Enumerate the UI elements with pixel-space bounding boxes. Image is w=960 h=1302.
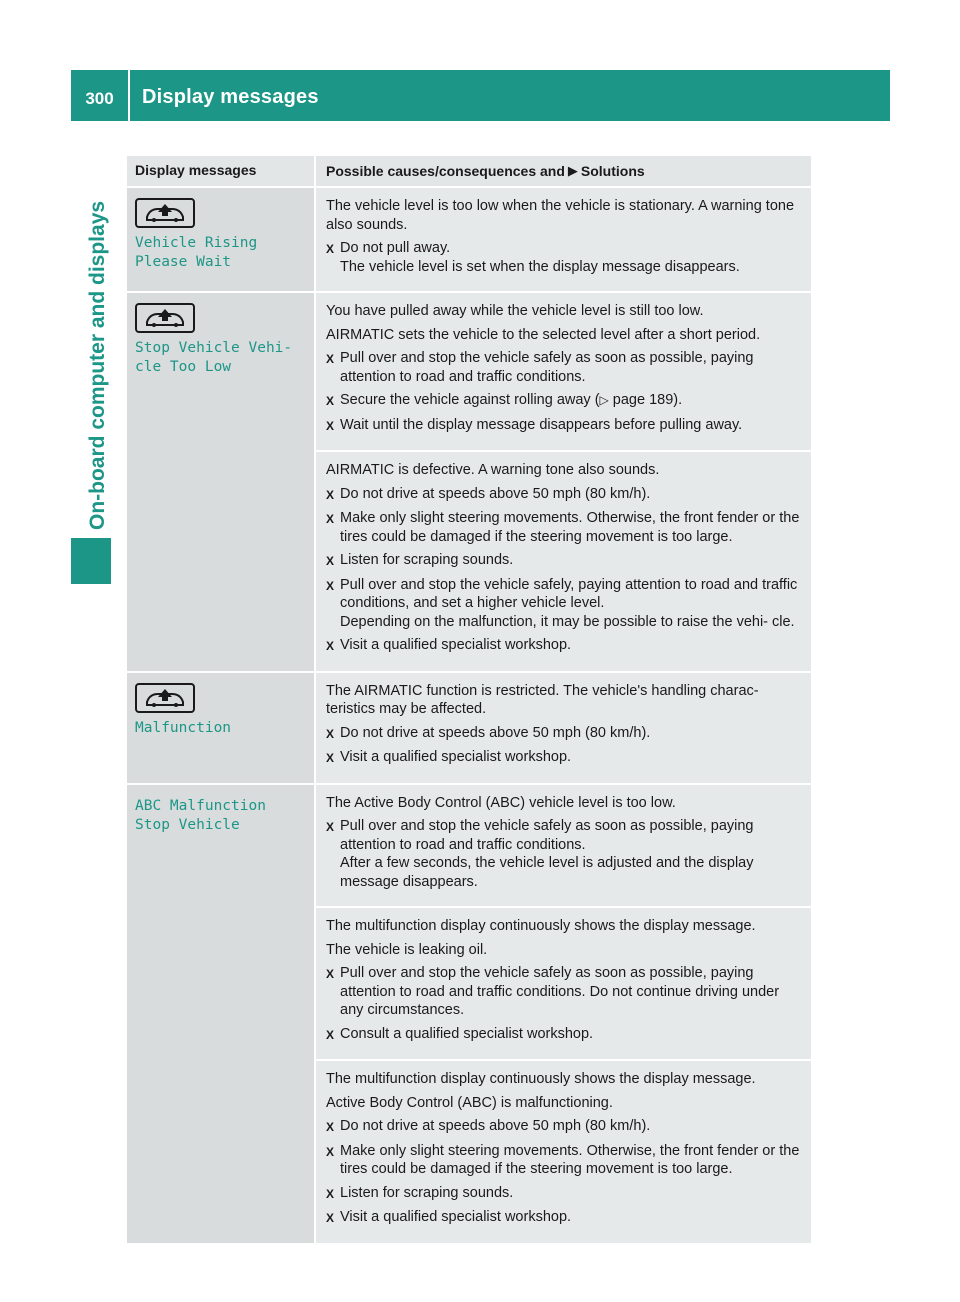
action-result-text: Depending on the malfunction, it may be possible to raise the vehi‐ cle. [340,613,795,630]
action-marker-icon: X [326,242,335,256]
action-step [326,1142,803,1179]
solution-cell [316,188,811,291]
table-row [127,785,811,1245]
solution-cell [316,293,811,452]
action-marker-icon: X [326,967,335,981]
action-text: Pull over and stop the vehicle safely, paying attention to road and traffic conditions, and set a higher vehicle level. [340,576,798,611]
vehicle-level-icon [135,303,195,333]
cause-text: AIRMATIC sets the vehicle to the selected level after a short period. [326,326,761,343]
action-step [326,748,803,768]
section-tab-marker [71,538,111,584]
table-row [127,293,811,673]
action-step [326,636,803,656]
message-cell [127,785,314,1243]
cause-text: AIRMATIC is defective. A warning tone also sounds. [326,462,660,478]
column-header-causes: Possible causes/consequences and ▶ Solutions [314,156,811,186]
action-marker-icon: X [326,1144,335,1159]
page-header [71,70,890,121]
action-step [326,724,803,744]
cause-text: Active Body Control (ABC) is malfunctioning. [326,1094,613,1111]
cause-text: The vehicle is leaking oil. [326,941,488,958]
action-marker-icon: X [326,1120,335,1134]
triangle-right-icon: ▶ [567,163,578,178]
action-text: Visit a qualified specialist workshop. [340,637,572,653]
display-message-text: Stop Vehicle Vehi‐ cle Too Low [135,340,293,375]
action-marker-icon: X [326,820,335,834]
column-header-messages: Display messages [135,162,257,178]
action-marker-icon: X [326,578,335,593]
display-messages-table [127,156,811,1245]
table-row [127,673,811,785]
action-marker-icon: X [326,418,335,433]
solutions-column [314,188,811,291]
action-text: Secure the vehicle against rolling away ( [340,392,600,408]
action-marker-icon: X [326,751,335,765]
action-step [326,239,803,276]
cause-text: The multifunction display continuously shows the display message. [326,1071,756,1087]
vehicle-level-icon [135,198,195,228]
action-step [326,349,803,386]
vehicle-level-icon [135,683,195,713]
message-cell [127,188,314,291]
action-text: Listen for scraping sounds. [340,552,514,568]
cause-text: The vehicle level is too low when the vehicle is stationary. A warning tone also sounds. [326,198,795,233]
message-cell [127,673,314,783]
action-text: Listen for scraping sounds. [340,1184,514,1201]
display-message-text: Vehicle Rising Please Wait [135,235,258,270]
action-step [326,817,803,891]
solutions-column [314,293,811,671]
action-marker-icon: X [326,487,335,502]
action-text: Pull over and stop the vehicle safely as soon as possible, paying attention to road and traffic conditions. [340,818,754,853]
action-step [326,416,803,436]
action-result-text: The vehicle level is set when the display message disappears. [340,258,740,275]
action-step [326,576,803,632]
solutions-column [314,785,811,1243]
action-text: Do not drive at speeds above 50 mph (80 km/h). [340,724,651,741]
action-step [326,1117,803,1137]
section-tab-label: On-board computer and displays [86,200,109,530]
action-step [326,551,803,571]
action-text: Make only slight steering movements. Otherwise, the front fender or the tires could be damaged if the steering movement is too large. [340,510,800,545]
display-message-text: Malfunction [135,719,232,736]
page-reference-link[interactable]: page 189). [608,392,683,408]
action-marker-icon: X [326,554,335,568]
cause-text: The multifunction display continuously shows the display message. [326,918,756,934]
action-marker-icon: X [326,1186,335,1201]
solution-cell [316,1061,811,1243]
action-step [326,1208,803,1228]
action-step [326,391,803,411]
action-marker-icon: X [326,639,335,653]
table-body [127,188,811,1245]
action-step [326,485,803,505]
solution-cell [316,908,811,1061]
action-text: Consult a qualified specialist workshop. [340,1025,594,1042]
table-row [127,188,811,293]
page-reference-icon: ▷ [599,393,609,407]
solution-cell [316,452,811,671]
action-marker-icon: X [326,512,335,526]
action-marker-icon: X [326,1211,335,1225]
action-text: Wait until the display message disappears before pulling away. [340,416,743,433]
solutions-column [314,673,811,783]
table-header [127,156,811,188]
action-step [326,1184,803,1204]
action-text: Visit a qualified specialist workshop. [340,749,572,765]
action-step [326,509,803,546]
message-cell [127,293,314,671]
cause-text: You have pulled away while the vehicle level is still too low. [326,303,704,319]
solution-cell [316,673,811,783]
action-marker-icon: X [326,1027,335,1042]
display-message-text: ABC Malfunction Stop Vehicle [135,797,266,833]
cause-text: The AIRMATIC function is restricted. The vehicle's handling charac‐ teristics may be affected. [326,682,759,717]
action-text: Make only slight steering movements. Otherwise, the front fender or the tires could be damaged if the steering movement is too large. [340,1142,800,1177]
action-marker-icon: X [326,394,335,408]
action-step [326,964,803,1020]
action-result-text: After a few seconds, the vehicle level is adjusted and the display message disappears. [340,855,754,890]
action-text: Do not pull away. [340,240,451,256]
action-marker-icon: X [326,352,335,366]
page-number: 300 [85,88,114,108]
action-step [326,1025,803,1045]
page-title: Display messages [142,86,319,108]
solution-cell [316,785,811,909]
action-text: Pull over and stop the vehicle safely as soon as possible, paying attention to road and traffic conditions. Do not continue driving under any circumstances. [340,965,780,1018]
action-text: Pull over and stop the vehicle safely as soon as possible, paying attention to road and traffic conditions. [340,350,754,385]
action-text: Do not drive at speeds above 50 mph (80 km/h). [340,485,651,502]
action-text: Do not drive at speeds above 50 mph (80 km/h). [340,1118,651,1134]
cause-text: The Active Body Control (ABC) vehicle level is too low. [326,794,676,811]
action-text: Visit a qualified specialist workshop. [340,1209,572,1225]
action-marker-icon: X [326,726,335,741]
